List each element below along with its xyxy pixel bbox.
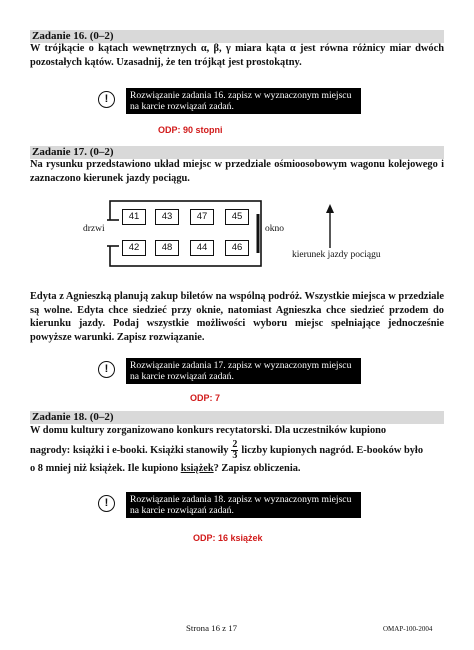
direction-label: kierunek jazdy pociągu [292, 250, 381, 260]
window-label: okno [265, 224, 284, 234]
fraction-denominator: 3 [232, 450, 238, 461]
task16-text: W trójkącie o kątach wewnętrznych α, β, γ miara kąta α jest równa różnicy miar dwóch pozostałych kątów. Uzasadnij, że ten trójkąt jest prostokątny. [30, 43, 444, 68]
exam-code: OMAP-100-2004 [383, 625, 433, 633]
task17-answer: ODP: 7 [190, 393, 221, 403]
task18-line3-part2: ? Zapisz obliczenia. [213, 463, 301, 474]
task18-text [30, 423, 444, 476]
seat-47: 47 [190, 209, 214, 225]
task18-line2-part1: nagrody: książki i e-booki. Książki stanowiły [30, 444, 229, 456]
seat-48: 48 [155, 240, 179, 256]
task18-line3 [30, 461, 444, 476]
task18-line2-part2: liczby kupionych nagród. E-booków było [241, 444, 424, 456]
fraction-two-thirds [231, 440, 238, 461]
fraction-numerator: 2 [232, 439, 238, 450]
task18-line3-part1: o 8 mniej niż książek. Ile kupiono [30, 463, 179, 474]
exclamation-icon: ! [98, 495, 115, 512]
seat-45: 45 [225, 209, 249, 225]
door-label: drzwi [83, 224, 105, 234]
task18-line1: W domu kultury zorganizowano konkurs recytatorski. Dla uczestników kupiono [30, 425, 387, 436]
task18-note-text: Rozwiązanie zadania 18. zapisz w wyznaczonym miejscu na karcie rozwiązań zadań. [126, 492, 361, 518]
task18-line3-underlined: książek [180, 463, 214, 474]
seat-42: 42 [122, 240, 146, 256]
task17-note [98, 358, 361, 384]
task17-text2: Edyta z Agnieszką planują zakup biletów na wspólną podróż. Wszystkie miejsca w przedziale są wolne. Edyta chce siedzieć przy oknie, natomiast Agnieszka chce siedzieć przodem do kierunku jazdy. Podaj wszystkie możliwości wyboru miejsc spełniające jednocześnie powyższe warunki. Zapisz rozwiązanie. [30, 291, 444, 343]
task17-text: Na rysunku przedstawiono układ miejsc w przedziale ośmioosobowym wagonu kolejowego i zaznaczono kierunek jazdy pociągu. [30, 159, 444, 184]
task18-line2 [30, 440, 444, 461]
task16-answer: ODP: 90 stopni [158, 125, 223, 135]
exclamation-icon: ! [98, 361, 115, 378]
seat-41: 41 [122, 209, 146, 225]
exclamation-icon: ! [98, 91, 115, 108]
seat-44: 44 [190, 240, 214, 256]
task18-header: Zadanie 18. (0–2) [32, 411, 114, 423]
task18-note [98, 492, 361, 518]
task17-note-text: Rozwiązanie zadania 17. zapisz w wyznaczonym miejscu na karcie rozwiązań zadań. [126, 358, 361, 384]
task16-note-text: Rozwiązanie zadania 16. zapisz w wyznaczonym miejscu na karcie rozwiązań zadań. [126, 88, 361, 114]
task17-header: Zadanie 17. (0–2) [32, 146, 114, 158]
page-number: Strona 16 z 17 [186, 623, 238, 633]
task16-header: Zadanie 16. (0–2) [32, 30, 114, 42]
seat-43: 43 [155, 209, 179, 225]
task18-answer: ODP: 16 książek [193, 533, 263, 543]
seat-46: 46 [225, 240, 249, 256]
